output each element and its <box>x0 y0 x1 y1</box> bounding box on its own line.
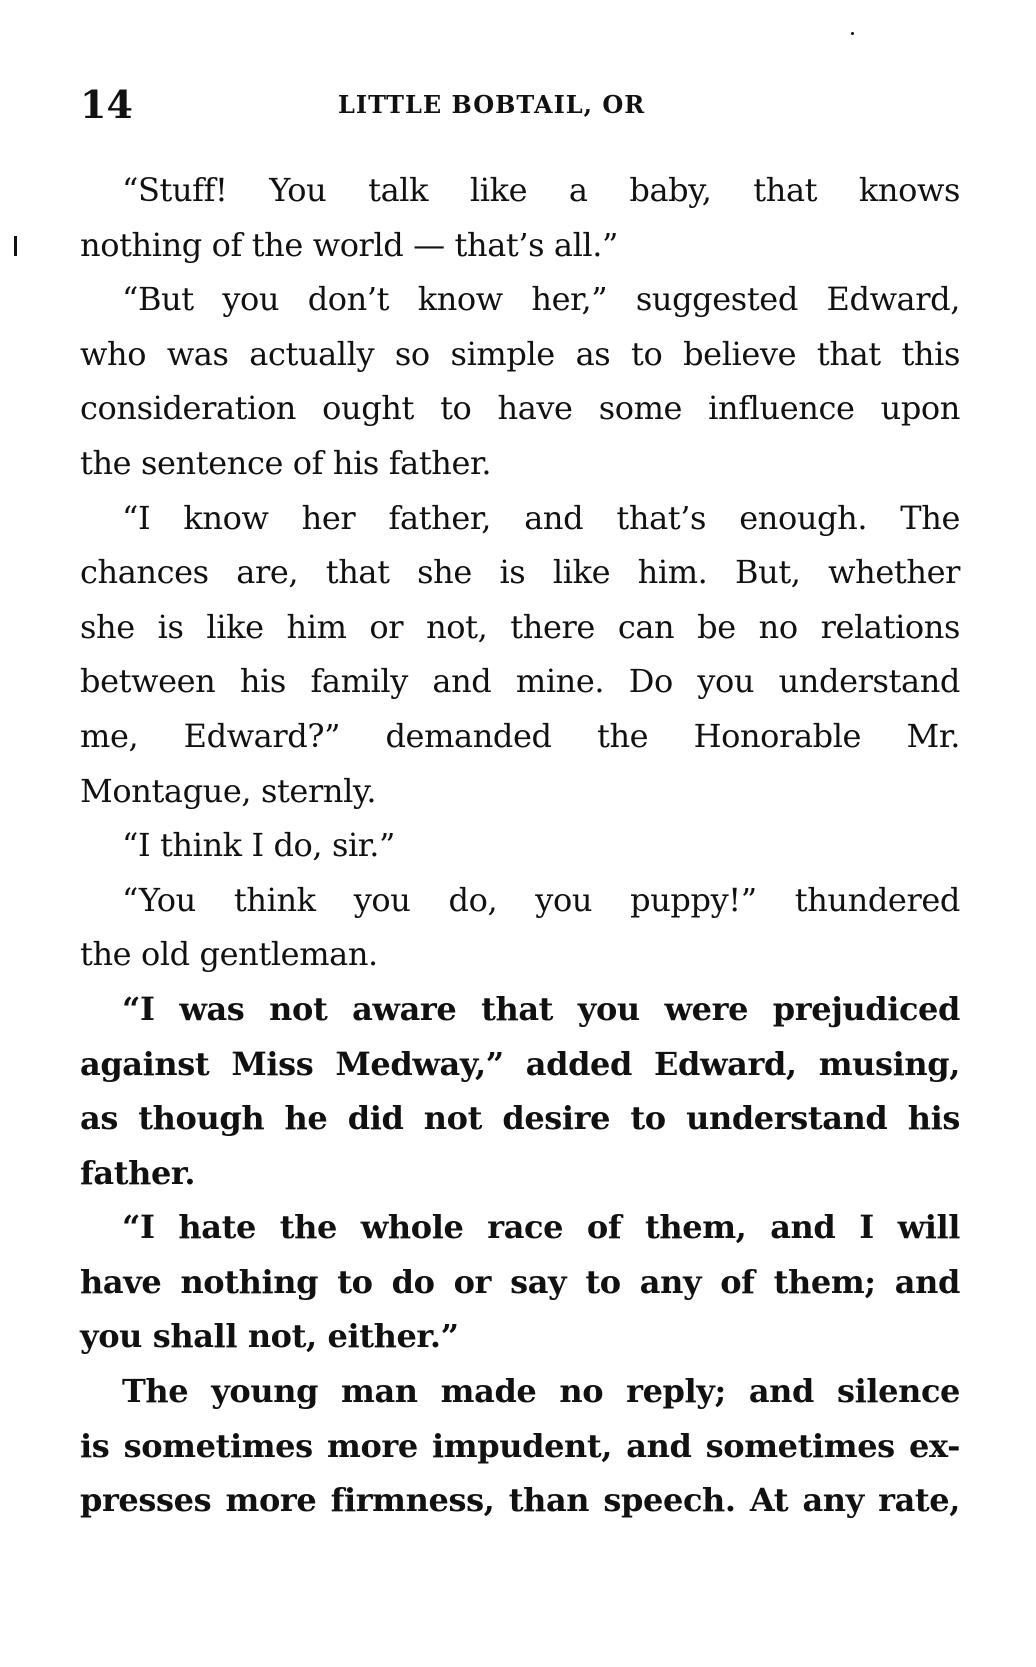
margin-mark <box>14 236 17 256</box>
text-line: “But you don’t know her,” suggested Edward, <box>122 280 960 319</box>
text-line: “Stuff! You talk like a baby, that knows <box>122 171 960 209</box>
running-title: LITTLE BOBTAIL, OR <box>338 90 646 119</box>
text-line: have nothing to do or say to any of them; and <box>80 1262 960 1301</box>
text-line: is sometimes more impudent, and sometimes ex- <box>80 1426 960 1465</box>
text-line: me, Edward?” demanded the Honorable Mr. <box>80 716 960 755</box>
text-line: “I think I do, sir.” <box>122 826 395 865</box>
page-header <box>80 80 960 130</box>
text-line: she is like him or not, there can be no relations <box>80 607 960 646</box>
text-line: as though he did not desire to understand his <box>80 1099 960 1138</box>
text-line: “I hate the whole race of them, and I will <box>122 1208 960 1247</box>
text-line: you shall not, either.” <box>80 1317 459 1356</box>
page-number: 14 <box>80 82 133 127</box>
text-line: against Miss Medway,” added Edward, musing, <box>80 1044 960 1083</box>
text-line: the sentence of his father. <box>80 443 492 482</box>
body-text <box>80 163 960 1528</box>
text-line: nothing of the world — that’s all.” <box>80 225 618 264</box>
ink-speck <box>851 32 854 35</box>
text-line: the old gentleman. <box>80 935 378 974</box>
text-line: “I know her father, and that’s enough. The <box>122 498 960 537</box>
text-line: The young man made no reply; and silence <box>122 1372 960 1411</box>
text-line: Montague, sternly. <box>80 771 377 810</box>
text-line: consideration ought to have some influence upon <box>80 389 960 428</box>
text-line: presses more firmness, than speech. At any rate, <box>80 1481 960 1520</box>
text-line: “You think you do, you puppy!” thundered <box>122 880 960 919</box>
text-line: “I was not aware that you were prejudiced <box>122 989 960 1028</box>
text-line: between his family and mine. Do you understand <box>80 662 960 701</box>
text-line: who was actually so simple as to believe that this <box>80 334 960 373</box>
text-line: father. <box>80 1153 196 1192</box>
text-line: chances are, that she is like him. But, whether <box>80 553 960 592</box>
